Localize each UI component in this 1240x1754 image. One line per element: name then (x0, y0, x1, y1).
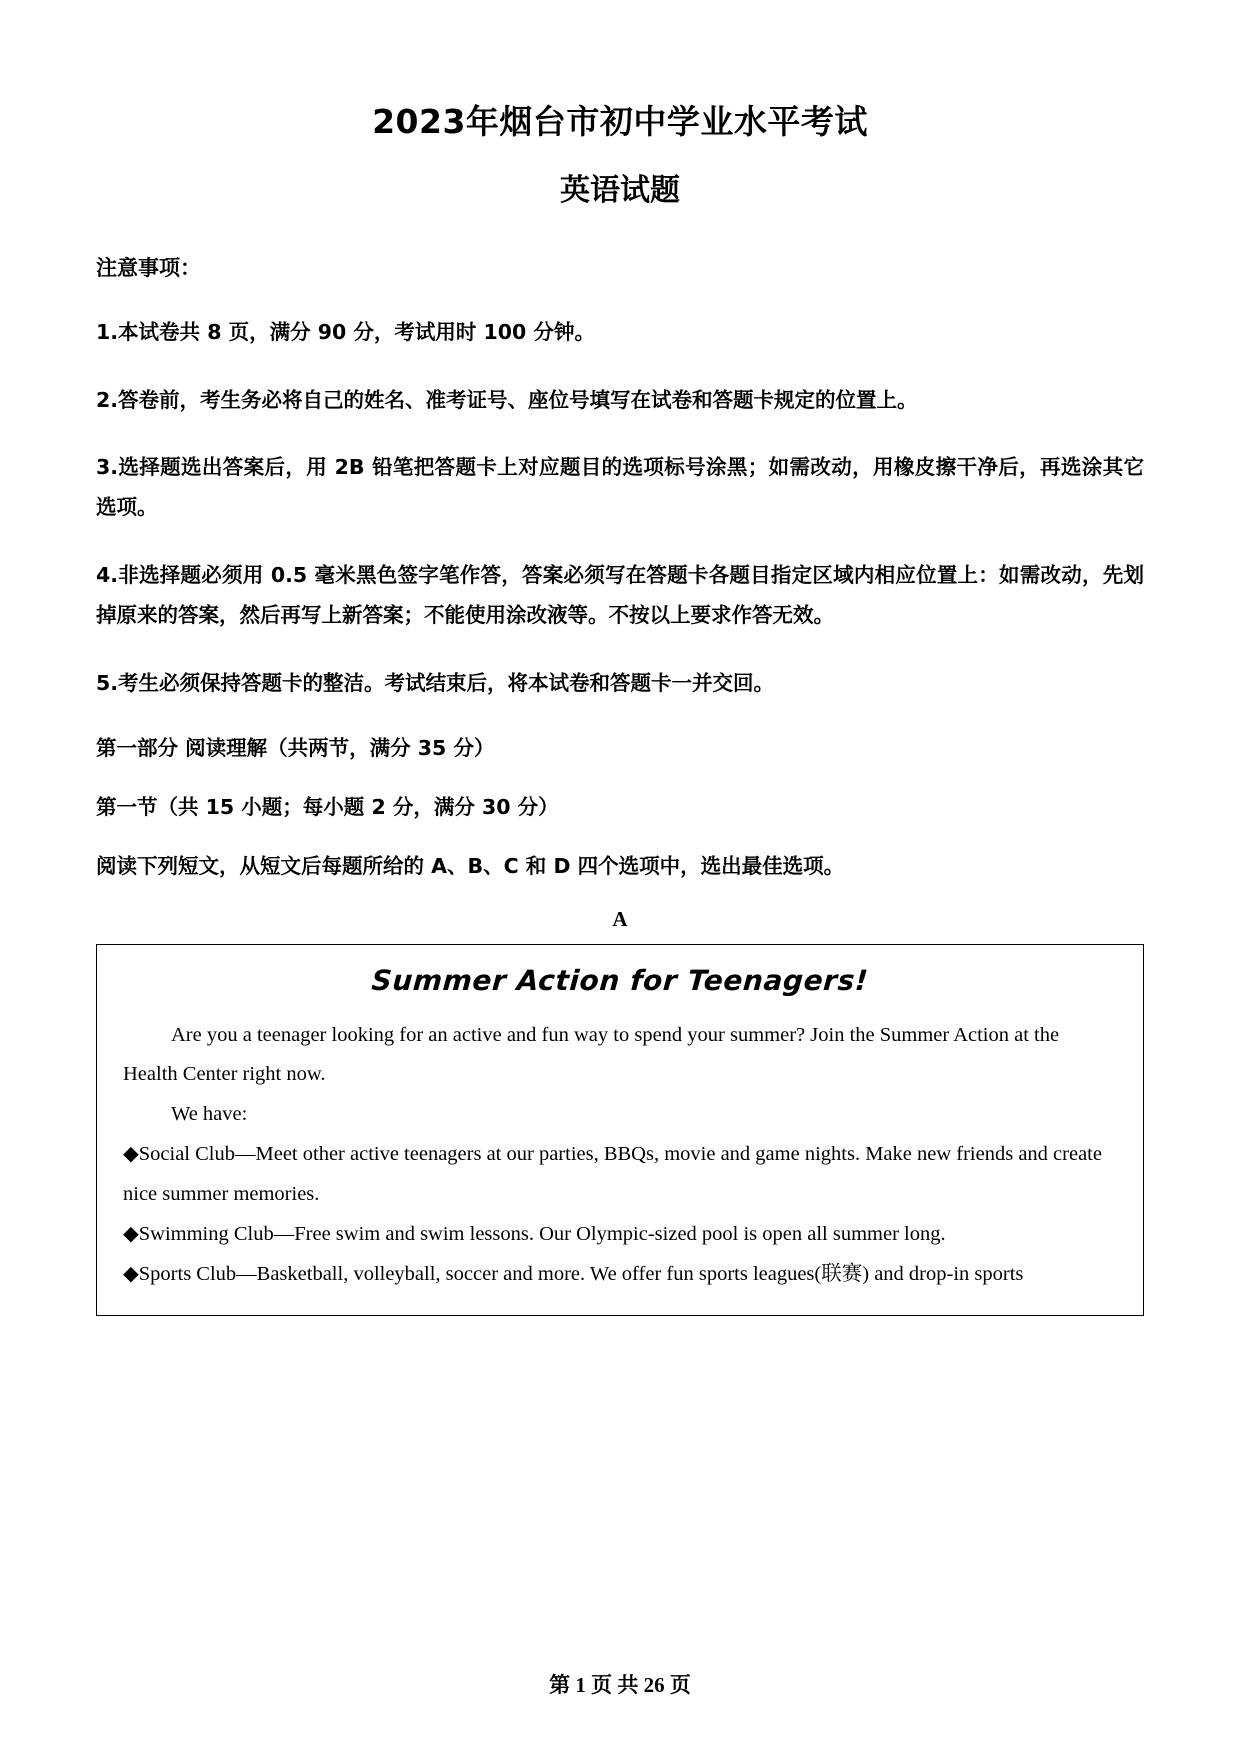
notice-item-2: 2.答卷前，考生务必将自己的姓名、准考证号、座位号填写在试卷和答题卡规定的位置上。 (96, 387, 918, 412)
reading-instruction: 阅读下列短文，从短文后每题所给的 A、B、C 和 D 四个选项中，选出最佳选项。 (96, 853, 845, 878)
passage-label-a: A (612, 906, 628, 931)
passage-paragraph-4: ◆Swimming Club—Free swim and swim lessons. Our Olympic-sized pool is open all summer long. (123, 1223, 946, 1246)
passage-paragraph-3: ◆Social Club—Meet other active teenagers at our parties, BBQs, movie and game nights. Make new friends and create nice summer memories. (123, 1143, 1102, 1206)
notice-item-1: 1.本试卷共 8 页，满分 90 分，考试用时 100 分钟。 (96, 319, 595, 344)
page-title: 2023年烟台市初中学业水平考试 (372, 102, 868, 141)
passage-paragraph-5: ◆Sports Club—Basketball, volleyball, soccer and more. We offer fun sports leagues(联赛) and drop-in sports (123, 1263, 1024, 1286)
notice-item-5: 5.考生必须保持答题卡的整洁。考试结束后，将本试卷和答题卡一并交回。 (96, 671, 775, 696)
passage-title: Summer Action for Teenagers! (370, 964, 870, 998)
page-subtitle: 英语试题 (560, 172, 680, 208)
passage-box (96, 944, 1144, 1316)
passage-paragraph-1: Are you a teenager looking for an active and fun way to spend your summer? Join the Summer Action at the Health Center right now. (123, 1023, 1060, 1086)
notice-item-3: 3.选择题选出答案后，用 2B 铅笔把答题卡上对应题目的选项标号涂黑；如需改动，用橡皮擦干净后，再选涂其它选项。 (96, 455, 1144, 520)
passage-paragraph-2: We have: (171, 1103, 248, 1126)
section-one-heading: 第一节（共 15 小题；每小题 2 分，满分 30 分） (96, 795, 559, 820)
notice-item-4: 4.非选择题必须用 0.5 毫米黑色签字笔作答，答案必须写在答题卡各题目指定区域内相应位置上：如需改动，先划掉原来的答案，然后再写上新答案；不能使用涂改液等。不按以上要求作答无效。 (96, 563, 1144, 628)
section-part-one-heading: 第一部分 阅读理解（共两节，满分 35 分） (96, 736, 495, 761)
notice-heading: 注意事项： (96, 256, 201, 281)
page-footer: 第 1 页 共 26 页 (549, 1672, 691, 1697)
